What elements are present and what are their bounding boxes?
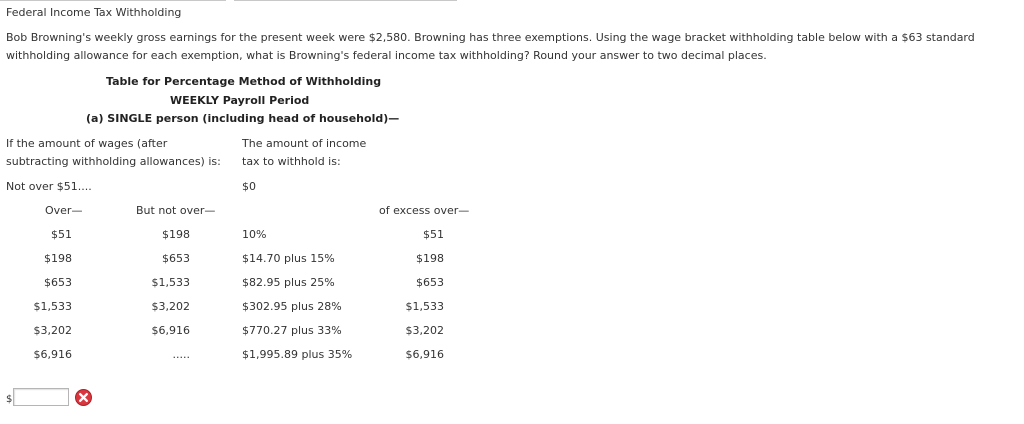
table-cell-excess: $6,916 bbox=[405, 348, 444, 361]
table-cell-over: $6,916 bbox=[33, 348, 72, 361]
not-over-tax: $0 bbox=[242, 180, 256, 193]
table-cell-tax: 10% bbox=[242, 228, 267, 241]
table-section-title: (a) SINGLE person (including head of household)— bbox=[86, 112, 400, 125]
excess-over-column-header: of excess over— bbox=[379, 204, 470, 217]
currency-symbol: $ bbox=[6, 394, 13, 405]
table-cell-tax: $770.27 plus 33% bbox=[242, 324, 342, 337]
not-over-label: Not over $51.... bbox=[6, 180, 92, 193]
table-cell-over: $653 bbox=[44, 276, 72, 289]
table-cell-tax: $1,995.89 plus 35% bbox=[242, 348, 353, 361]
question-text: Bob Browning's weekly gross earnings for the present week were $2,580. Browning has three exemptions. Using the wage bracket withholding table below with a $63 standard withholding allowance for each exemption, what is Browning's federal income tax withholding? Round your answer to two decimal places. bbox=[6, 31, 975, 62]
table-cell-not-over: $6,916 bbox=[151, 324, 190, 337]
table-cell-not-over: ..... bbox=[172, 348, 190, 361]
top-divider-left bbox=[0, 0, 226, 1]
wages-column-header-line2: subtracting withholding allowances) is: bbox=[6, 155, 221, 168]
table-cell-tax: $14.70 plus 15% bbox=[242, 252, 335, 265]
answer-input[interactable] bbox=[13, 388, 69, 406]
incorrect-x-icon bbox=[75, 389, 92, 406]
top-divider-right bbox=[234, 0, 457, 1]
table-cell-excess: $3,202 bbox=[405, 324, 444, 337]
table-cell-excess: $198 bbox=[416, 252, 444, 265]
table-cell-excess: $1,533 bbox=[405, 300, 444, 313]
table-cell-tax: $302.95 plus 28% bbox=[242, 300, 342, 313]
table-cell-not-over: $3,202 bbox=[151, 300, 190, 313]
table-cell-over: $3,202 bbox=[33, 324, 72, 337]
tax-column-header-line2: tax to withhold is: bbox=[242, 155, 341, 168]
table-cell-not-over: $1,533 bbox=[151, 276, 190, 289]
table-cell-over: $1,533 bbox=[33, 300, 72, 313]
tax-column-header: The amount of income bbox=[242, 137, 367, 150]
table-cell-not-over: $653 bbox=[162, 252, 190, 265]
table-cell-excess: $653 bbox=[416, 276, 444, 289]
table-cell-over: $198 bbox=[44, 252, 72, 265]
table-subtitle: WEEKLY Payroll Period bbox=[170, 94, 310, 107]
but-not-over-column-header: But not over— bbox=[136, 204, 216, 217]
table-cell-tax: $82.95 plus 25% bbox=[242, 276, 335, 289]
wages-column-header: If the amount of wages (after bbox=[6, 137, 168, 150]
table-title: Table for Percentage Method of Withholding bbox=[106, 75, 382, 88]
table-cell-over: $51 bbox=[51, 228, 72, 241]
question-heading: Federal Income Tax Withholding bbox=[6, 6, 182, 19]
over-column-header: Over— bbox=[45, 204, 83, 217]
table-cell-excess: $51 bbox=[423, 228, 444, 241]
table-cell-not-over: $198 bbox=[162, 228, 190, 241]
